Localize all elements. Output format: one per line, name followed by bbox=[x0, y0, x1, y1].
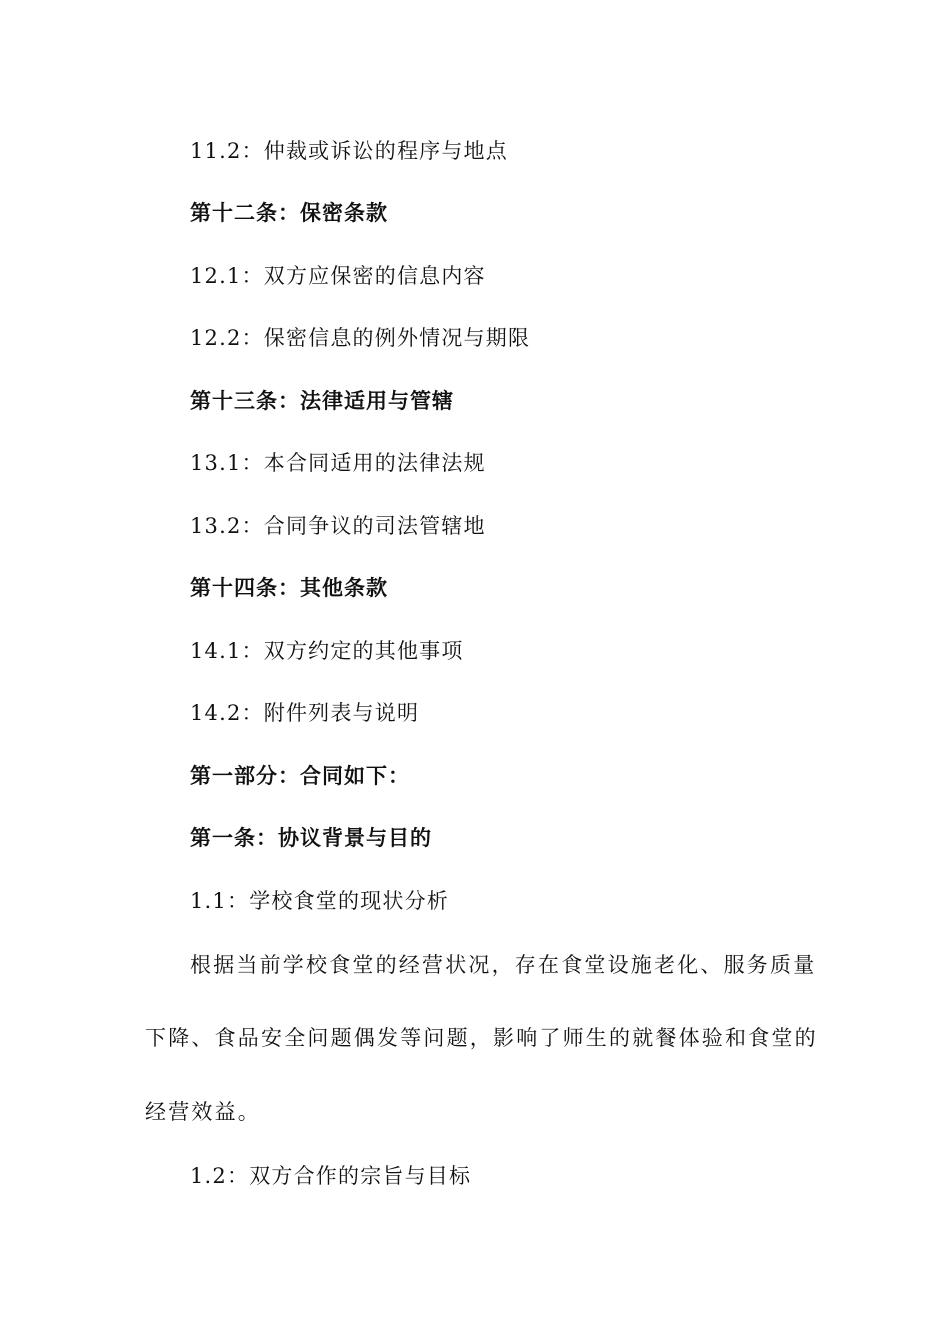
clause-13-1: 13.1：本合同适用的法律法规 bbox=[190, 451, 486, 475]
paragraph-line-2: 下降、食品安全问题偶发等问题，影响了师生的就餐体验和食堂的 bbox=[145, 1026, 818, 1050]
clause-1-1: 1.1：学校食堂的现状分析 bbox=[190, 889, 449, 913]
paragraph-line-1: 根据当前学校食堂的经营状况，存在食堂设施老化、服务质量 bbox=[190, 953, 817, 977]
clause-13-2: 13.2：合同争议的司法管辖地 bbox=[190, 514, 486, 538]
clause-1-2: 1.2：双方合作的宗旨与目标 bbox=[190, 1164, 472, 1188]
article-12-heading: 第十二条：保密条款 bbox=[190, 201, 388, 225]
article-1-heading: 第一条：协议背景与目的 bbox=[190, 826, 432, 850]
article-14-heading: 第十四条：其他条款 bbox=[190, 576, 388, 600]
clause-14-2: 14.2：附件列表与说明 bbox=[190, 701, 420, 725]
clause-12-1: 12.1：双方应保密的信息内容 bbox=[190, 264, 486, 288]
article-13-heading: 第十三条：法律适用与管辖 bbox=[190, 389, 454, 413]
clause-11-2: 11.2：仲裁或诉讼的程序与地点 bbox=[190, 139, 508, 163]
clause-12-2: 12.2：保密信息的例外情况与期限 bbox=[190, 326, 531, 350]
paragraph-line-3: 经营效益。 bbox=[145, 1100, 261, 1124]
clause-14-1: 14.1：双方约定的其他事项 bbox=[190, 639, 464, 663]
part-1-heading: 第一部分：合同如下： bbox=[190, 764, 410, 788]
